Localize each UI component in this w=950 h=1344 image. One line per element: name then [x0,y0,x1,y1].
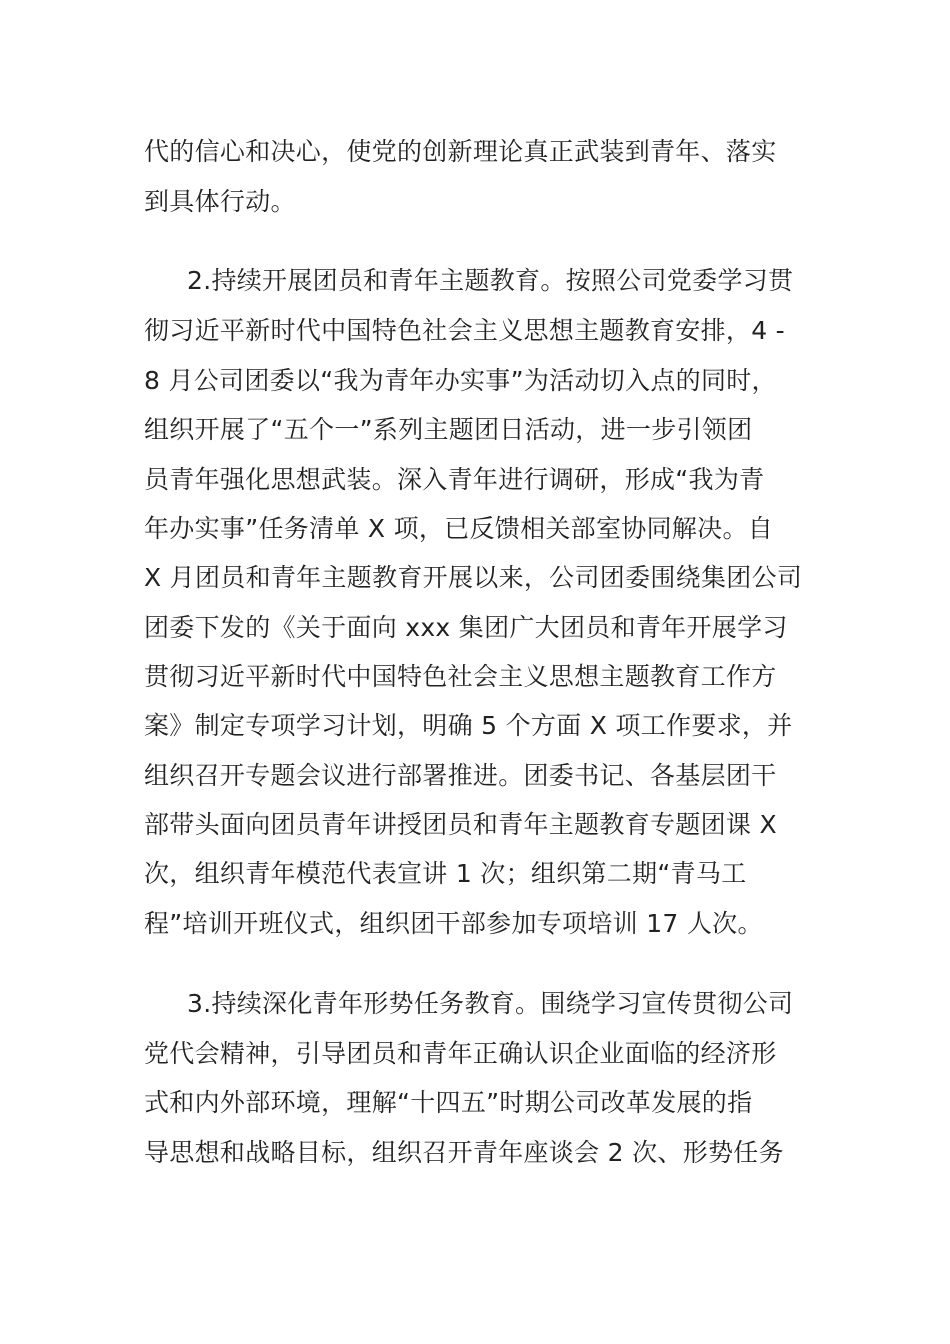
paragraph-1-line-2: 到具体行动。 [144,187,296,216]
paragraph-2-line-9: 贯彻习近平新时代中国特色社会主义思想主题教育工作方 [144,662,777,691]
paragraph-2-line-11: 组织召开专题会议进行部署推进。团委书记、各基层团干 [144,761,777,790]
paragraph-2-line-2: 彻习近平新时代中国特色社会主义思想主题教育安排，4 - [144,316,785,345]
paragraph-3-line-2: 党代会精神，引导团员和青年正确认识企业面临的经济形 [144,1039,777,1068]
paragraph-2-line-12: 部带头面向团员青年讲授团员和青年主题教育专题团课 X [144,810,777,839]
paragraph-2-line-14: 程”培训开班仪式，组织团干部参加专项培训 17 人次。 [144,909,763,938]
paragraph-2-line-7: X 月团员和青年主题教育开展以来，公司团委围绕集团公司 [144,563,803,592]
paragraph-1-line-1: 代的信心和决心，使党的创新理论真正武装到青年、落实 [144,137,777,166]
paragraph-2-line-13: 次，组织青年模范代表宣讲 1 次；组织第二期“青马工 [144,859,747,888]
paragraph-2-line-5: 员青年强化思想武装。深入青年进行调研，形成“我为青 [144,465,765,494]
paragraph-2-line-1: 2.持续开展团员和青年主题教育。按照公司党委学习贯 [187,266,794,295]
paragraph-2-line-8: 团委下发的《关于面向 xxx 集团广大团员和青年开展学习 [144,613,788,642]
paragraph-2-line-4: 组织开展了“五个一”系列主题团日活动，进一步引领团 [144,415,753,444]
paragraph-3-line-3: 式和内外部环境，理解“十四五”时期公司改革发展的指 [144,1088,753,1117]
paragraph-2-line-3: 8 月公司团委以“我为青年办实事”为活动切入点的同时， [144,366,777,395]
paragraph-2-line-10: 案》制定专项学习计划，明确 5 个方面 X 项工作要求，并 [144,711,793,740]
paragraph-2-line-6: 年办实事”任务清单 X 项，已反馈相关部室协同解决。自 [144,514,774,543]
paragraph-3-line-1: 3.持续深化青年形势任务教育。围绕学习宣传贯彻公司 [187,989,794,1018]
paragraph-3-line-4: 导思想和战略目标，组织召开青年座谈会 2 次、形势任务 [144,1138,784,1167]
